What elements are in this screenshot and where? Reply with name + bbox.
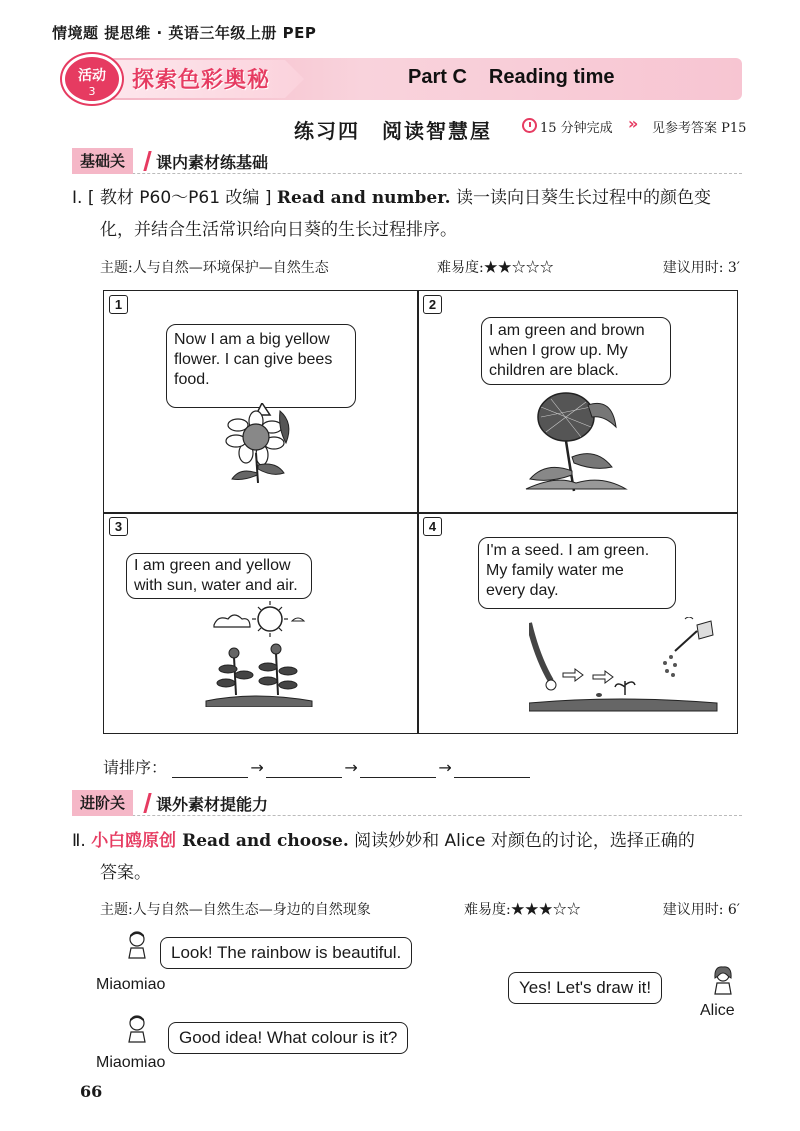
question-instruction-cn: 阅读妙妙和 Alice 对颜色的讨论，选择正确的 bbox=[348, 831, 695, 851]
cell-number: 2 bbox=[423, 295, 442, 314]
answer-blank-1[interactable] bbox=[172, 760, 248, 778]
order-label: 请排序： bbox=[103, 758, 168, 777]
time-to-complete: 15 分钟完成 bbox=[540, 121, 613, 136]
bubble-line: I'm a seed. I am green. bbox=[486, 542, 650, 559]
speech-bubble: Yes! Let's draw it! bbox=[508, 972, 662, 1004]
sunflower-bloom-icon bbox=[214, 403, 299, 483]
miaomiao-avatar-icon bbox=[124, 1014, 150, 1044]
speech-bubble bbox=[166, 324, 356, 408]
section-subtitle: 课内素材练基础 bbox=[156, 153, 269, 172]
part-name: Reading time bbox=[488, 66, 615, 88]
watering-seed-icon bbox=[529, 617, 719, 715]
question-1-line-1 bbox=[72, 183, 711, 213]
speech-bubble bbox=[478, 537, 676, 609]
bubble-line: children are black. bbox=[489, 362, 619, 379]
question-instruction-en: Read and number. bbox=[276, 188, 451, 208]
question-instruction-cn: 读一读向日葵生长过程中的颜色变 bbox=[450, 188, 711, 208]
speaker-name: Miaomiao bbox=[96, 976, 166, 993]
order-answer-row bbox=[103, 755, 530, 778]
original-tag: 小白鸥原创 bbox=[91, 831, 177, 851]
miaomiao-avatar-icon bbox=[124, 930, 150, 960]
answer-blank-3[interactable] bbox=[360, 760, 436, 778]
speaker-name: Alice bbox=[700, 1002, 735, 1019]
cell-number: 4 bbox=[423, 517, 442, 536]
activity-title: 探索色彩奥秘 bbox=[132, 68, 271, 93]
section-tag: 基础关 bbox=[72, 148, 133, 174]
suggested-time: 建议用时: 3′ bbox=[662, 260, 740, 276]
bubble-line: with sun, water and air. bbox=[134, 577, 298, 594]
bubble-line: My family water me bbox=[486, 562, 624, 579]
speech-bubble: Look! The rainbow is beautiful. bbox=[160, 937, 412, 969]
difficulty-label: 难易度:★★★☆☆ bbox=[464, 902, 581, 918]
speech-bubble: Good idea! What colour is it? bbox=[168, 1022, 408, 1054]
exercise-title: 练习四 阅读智慧屋 bbox=[294, 119, 492, 143]
question-instruction-en: Read and choose. bbox=[176, 831, 349, 851]
suggested-time: 建议用时: 6′ bbox=[662, 902, 740, 918]
reference-answer: 见参考答案 P15 bbox=[652, 121, 747, 136]
section-subtitle: 课外素材提能力 bbox=[156, 795, 269, 814]
activity-number: 3 bbox=[88, 85, 96, 98]
series-line: 情境题 提思维 · 英语三年级上册 PEP bbox=[52, 24, 317, 42]
clock-icon bbox=[522, 118, 537, 133]
activity-badge bbox=[62, 54, 122, 104]
answer-blank-4[interactable] bbox=[454, 760, 530, 778]
section-divider bbox=[143, 793, 151, 813]
section-bar-basic bbox=[72, 148, 742, 174]
bubble-line: every day. bbox=[486, 582, 559, 599]
topic-label: 主题:人与自然—环境保护—自然生态 bbox=[100, 260, 329, 276]
double-chevron-icon: » bbox=[628, 114, 636, 133]
question-2-line-2: 答案。 bbox=[100, 863, 151, 883]
activity-banner bbox=[62, 54, 742, 104]
seedlings-sun-icon bbox=[204, 597, 314, 707]
section-divider bbox=[143, 151, 151, 171]
part-label: Part C bbox=[408, 66, 467, 88]
arrow-right-icon: → bbox=[438, 758, 452, 777]
question-source: Ⅰ. [ 教材 P60～P61 改编 ] bbox=[72, 188, 277, 208]
topic-label: 主题:人与自然—自然生态—身边的自然现象 bbox=[100, 902, 371, 918]
section-tag: 进阶关 bbox=[72, 790, 133, 816]
page-number: 66 bbox=[80, 1082, 103, 1101]
bubble-line: Now I am a big yellow bbox=[174, 331, 330, 348]
speech-bubble bbox=[481, 317, 671, 385]
bubble-line: flower. I can give bees bbox=[174, 351, 333, 368]
activity-word: 活动 bbox=[78, 68, 106, 84]
cell-number: 1 bbox=[109, 295, 128, 314]
sunflower-seeds-icon bbox=[516, 387, 631, 492]
question-1-line-2: 化，并结合生活常识给向日葵的生长过程排序。 bbox=[100, 220, 457, 240]
part-heading bbox=[408, 66, 614, 89]
difficulty-label: 难易度:★★☆☆☆ bbox=[437, 260, 554, 276]
speech-bubble bbox=[126, 553, 312, 599]
bubble-line: food. bbox=[174, 371, 210, 388]
speaker-name: Miaomiao bbox=[96, 1054, 166, 1071]
answer-blank-2[interactable] bbox=[266, 760, 342, 778]
question-number: Ⅱ. bbox=[72, 831, 92, 851]
bubble-line: I am green and yellow bbox=[134, 557, 291, 574]
bubble-line: when I grow up. My bbox=[489, 342, 628, 359]
alice-avatar-icon bbox=[710, 966, 736, 996]
section-bar-advanced bbox=[72, 790, 742, 816]
grid-divider-horizontal bbox=[104, 512, 737, 514]
arrow-right-icon: → bbox=[250, 758, 264, 777]
question-2-line-1 bbox=[72, 826, 695, 856]
arrow-right-icon: → bbox=[344, 758, 358, 777]
story-grid bbox=[103, 290, 738, 734]
bubble-line: I am green and brown bbox=[489, 322, 645, 339]
cell-number: 3 bbox=[109, 517, 128, 536]
